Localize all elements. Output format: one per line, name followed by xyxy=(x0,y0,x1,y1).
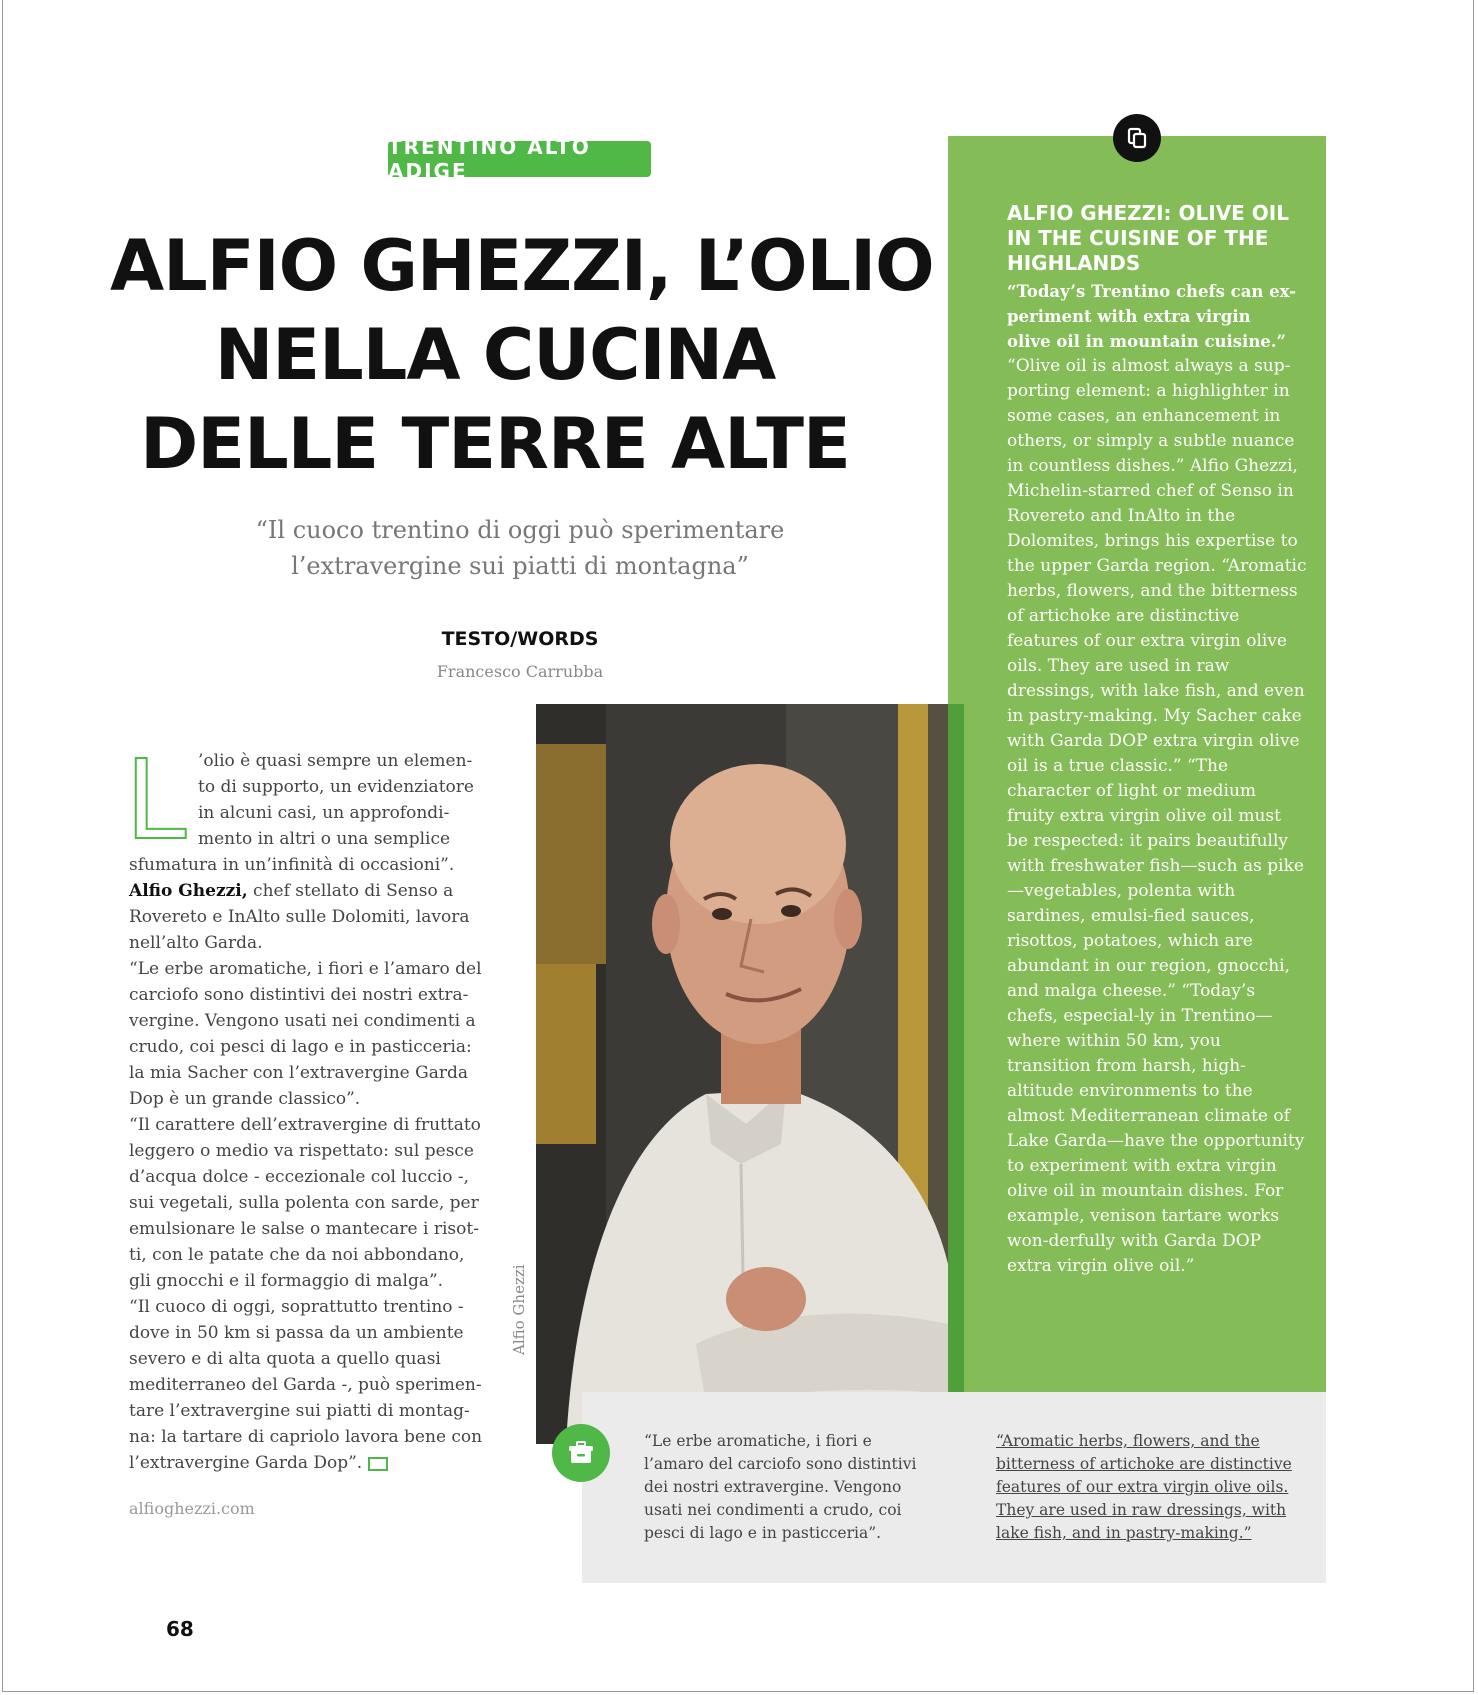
title-line: NELLA CUCINA xyxy=(214,314,776,396)
body-line: in alcuni casi, un approfondi- xyxy=(198,803,450,823)
title-line: ALFIO GHEZZI, L’OLIO xyxy=(110,225,934,307)
body-line: ’olio è quasi sempre un elemen- xyxy=(198,751,473,771)
body-paragraph xyxy=(129,878,489,956)
basket-icon-glyph xyxy=(567,1439,595,1467)
end-mark-icon xyxy=(368,1457,388,1471)
portrait-illustration xyxy=(536,704,948,1444)
basket-icon xyxy=(552,1424,610,1482)
subtitle-line: l’extravergine sui piatti di montagna” xyxy=(291,552,749,580)
body-line: sfumatura in un’infinità di occasioni”. xyxy=(129,855,455,875)
body-paragraph xyxy=(129,1294,489,1476)
english-lead: “Today’s Trentino chefs can ex-periment with extra virgin olive oil in mountain cuisine.” xyxy=(1007,282,1297,351)
pull-quote-english: “Aromatic herbs, flowers, and the bitterness of artichoke are distinctive features of our extra virgin olive oils. They are used in raw dressings, with lake fish, and in pastry-making.” xyxy=(996,1432,1292,1542)
english-text: “Olive oil is almost always a sup-porting element: a highlighter in some cases, an enhancement in others, or simply a subtle nuance in countless dishes.” Alfio Ghezzi, Michelin-starred chef of Senso in Rovereto and InAlto in the Dolomites, brings his expertise to the upper Garda region. “Aromatic herbs, flowers, and the bitterness of artichoke are distinctive features of our extra virgin olive oils. They are used in raw dressings, with lake fish, and even in pastry-making. My Sacher cake with Garda DOP extra virgin olive oil is a true classic.” “The character of light or medium fruity extra virgin olive oil must be respected: it pairs beautifully with freshwater fish—such as pike—vegetables, polenta with sardines, emulsi-fied sauces, risottos, potatoes, which are abundant in our region, gnocchi, and malga cheese.” “Today’s chefs, especial-ly in Trentino—where within 50 km, you transition from harsh, high-altitude environments to the almost Mediterranean climate of Lake Garda—have the opportunity to experiment with extra virgin olive oil in mountain dishes. For example, venison tartare works won-derfully with Garda DOP extra virgin olive oil.” xyxy=(1007,356,1307,1276)
article-subtitle xyxy=(230,512,810,584)
website-link[interactable]: alfioghezzi.com xyxy=(129,1499,255,1518)
page-number: 68 xyxy=(166,1617,194,1641)
byline-author: Francesco Carrubba xyxy=(436,662,604,681)
chef-name: Alfio Ghezzi, xyxy=(129,881,248,901)
body-paragraph: “Il carattere dell’extravergine di fruttato leggero o medio va rispettato: sul pesce d’acqua dolce - eccezionale col luccio -, sui vegetali, sulla polenta con sarde, per emulsionare le salse o mantecare i risot-ti, con le patate che da noi abbondano, gli gnocchi e il formaggio di malga”. xyxy=(129,1115,481,1291)
byline-label: TESTO/WORDS xyxy=(441,628,599,650)
photo-credit: Alfio Ghezzi xyxy=(510,1264,528,1355)
chef-intro: chef stellato di Senso a Rovereto e InAlto sulle Dolomiti, lavora nell’alto Garda. xyxy=(129,881,470,953)
section-tag: TRENTINO ALTO ADIGE xyxy=(388,141,651,177)
subtitle-line: “Il cuoco trentino di oggi può sperimentare xyxy=(255,516,785,544)
body-paragraph: “Le erbe aromatiche, i fiori e l’amaro del carciofo sono distintivi dei nostri extra-vergine. Vengono usati nei condimenti a crudo, coi pesci di lago e in pasticceria: la mia Sacher con l’extravergine Garda Dop è un grande classico”. xyxy=(129,959,482,1109)
title-line: DELLE TERRE ALTE xyxy=(140,403,850,485)
body-line: mento in altri o una semplice xyxy=(198,829,451,849)
pull-quote-italian: “Le erbe aromatiche, i fiori e l’amaro del carciofo sono distintivi dei nostri extravergine. Vengono usati nei condimenti a crudo, coi pesci di lago e in pasticceria”. xyxy=(644,1432,917,1542)
english-heading: ALFIO GHEZZI: OLIVE OIL IN THE CUISINE OF THE HIGHLANDS xyxy=(1007,201,1289,275)
article-title xyxy=(110,222,934,489)
copy-icon-glyph xyxy=(1125,126,1149,150)
article-body xyxy=(129,748,489,1476)
body-line: to di supporto, un evidenziatore xyxy=(198,777,474,797)
copy-icon xyxy=(1113,114,1161,162)
dropcap-glyph: L xyxy=(125,752,187,844)
chef-portrait xyxy=(536,704,948,1444)
body-paragraph-text: “Il cuoco di oggi, soprattutto trentino - dove in 50 km si passa da un ambiente severo e di alta quota a quello quasi mediterraneo del Garda -, può sperimen-tare l’extravergine sui piatti di montag-na: la tartare di capriolo lavora bene con l’extravergine Garda Dop”. xyxy=(129,1297,483,1473)
panel-edge xyxy=(948,704,964,1392)
